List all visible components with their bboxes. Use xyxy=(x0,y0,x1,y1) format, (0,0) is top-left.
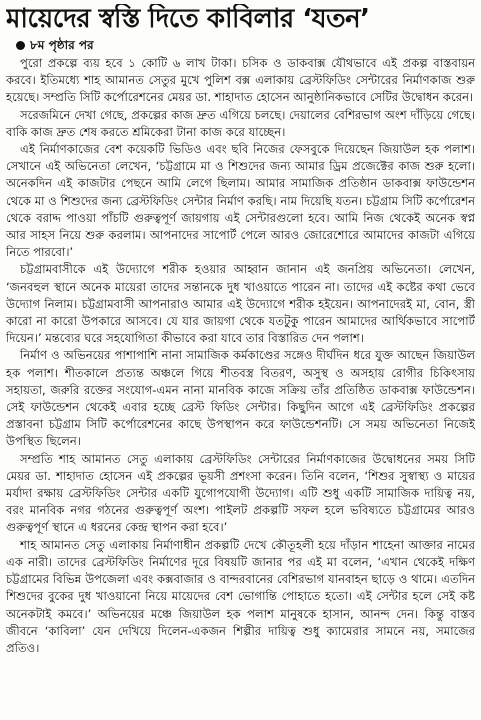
paragraph: পুরো প্রকল্পে ব্যয় হবে ১ কোটি ৬ লাখ টাকা। চসিক ও ডাকবাক্স যৌথভাবে এই প্রকল্প বাস্তবায়ন করবে। ইতিমধ্যে শাহ আমানত সেতুর মুখে পুলিশ বক্স এলাকায় ব্রেস্টফিডিং সেন্টারের নির্মাণকাজ শুরু হয়েছে। সম্প্রতি সিটি কর্পোরেশনের মেয়র ডা. শাহাদাত হোসেন আনুষ্ঠানিকভাবে সেটির উদ্বোধন করেন। xyxy=(6,56,475,105)
paragraph: সরেজমিনে দেখা গেছে, প্রকল্পের কাজ দ্রুত এগিয়ে চলছে। দেয়ালের বেশিরভাগ অংশ দাঁড়িয়ে গেছে। বাকি কাজ দ্রুত শেষ করতে শ্রমিকেরা টানা কাজ করে যাচ্ছেন। xyxy=(6,107,475,139)
headline: মায়েদের স্বস্তি দিতে কাবিলার ‘যতন’ xyxy=(6,4,370,34)
paragraph: নির্মাণ ও অভিনয়ের পাশাপাশি নানা সামাজিক কর্মকাণ্ডের সঙ্গেও দীর্ঘদিন ধরে যুক্ত আছেন জিয়াউল হক পলাশ। শীতকালে প্রত্যন্ত অঞ্চলে গিয়ে শীতবস্ত্র বিতরণ, অসুস্থ ও অসহায় রোগীর চিকিৎসায় সহায়তা, জরুরি রক্তের সংযোগ-এমন নানা মানবিক কাজে সক্রিয় তাঁর প্রতিষ্ঠিত ডাকবাক্স ফাউন্ডেশন। সেই ফাউন্ডেশন থেকেই এবার হচ্ছে ব্রেস্ট ফিডিং সেন্টার। কিছুদিন আগে এই ব্রেস্টফিডিং প্রকল্পের প্রস্তাবনা চট্টগ্রাম সিটি কর্পোরেশনের কাছে উপস্থাপন করে ফাউন্ডেশনটি। সে সময় অভিনেতা নিজেই উপস্থিত ছিলেন। xyxy=(6,348,475,449)
continued-marker xyxy=(16,38,475,53)
article-body xyxy=(6,55,475,657)
bullet-icon xyxy=(16,41,25,50)
continued-label: ৮ম পৃষ্ঠার পর xyxy=(30,38,94,52)
paragraph: এই নির্মাণকাজের বেশ কয়েকটি ভিডিও এবং ছবি নিজের ফেসবুকে দিয়েছেন জিয়াউল হক পলাশ। সেখানে এই অভিনেতা লেখেন, ‘চট্টগ্রামে মা ও শিশুদের জন্য আমার ড্রিম প্রজেক্টের কাজ শুরু হলো। অনেকদিন এই কাজটার পেছনে আমি লেগে ছিলাম। আমার সামাজিক প্রতিষ্ঠান ডাকবাক্স ফাউন্ডেশন থেকে মা ও শিশুদের জন্য ব্রেস্টফিডিং সেন্টার নির্মাণ করছি। নাম দিয়েছি যতন। চট্টগ্রাম সিটি কর্পোরেশন থেকে বরাদ্দ পাওয়া পাঁচটি গুরুত্বপূর্ণ জায়গায় এই সেন্টারগুলো হবে। আমি নিজ থেকেই অনেক স্বপ্ন আর সাহস নিয়ে শুরু করলাম। আপনাদের সাপোর্ট পেলে আরও জোরেশোরে আমাদের কাজটা এগিয়ে নিতে পারবো।’ xyxy=(6,142,475,260)
paragraph: চট্টগ্রামবাসীকে এই উদ্যোগে শরীক হওয়ার আহ্বান জানান এই জনপ্রিয় অভিনেতা। লেখেন, ‘জনবহুল স্থানে অনেক মায়েরা তাদের সন্তানকে দুধ খাওয়াতে পারেন না। তাদের এই কষ্টের কথা ভেবে উদ্যোগ নিলাম। চট্টগ্রামবাসী আপনারাও আমার এই উদ্যোগে শরীক হইয়েন। আপনাদেরই মা, বোন, স্ত্রী কারো না কারো উপকারে আসবে। যে যার জায়গা থেকে যতটুকু পারেন আমাদের আর্থিকভাবে সাপোর্ট দিয়েন।’ মন্তব্যের ঘরে সহযোগিতা কীভাবে করা যাবে তার বিস্তারিত দেন পলাশ। xyxy=(6,262,475,346)
paragraph: শাহ আমানত সেতু এলাকায় নির্মাণাধীন প্রকল্পটি দেখে কৌতূহলী হয়ে দাঁড়ান শাহেনা আক্তার নামের এক নারী। তাদের ব্রেস্টফিডিং নির্মাণের দূরে বিষয়টি জানার পর এই মা বলেন, ‘এখান থেকেই দক্ষিণ চট্টগ্রামের বিভিন্ন উপজেলা এবং কক্সবাজার ও বান্দরবানের বেশিরভাগ যানবাহন ছাড়ে ও থামে। এতদিন শিশুদের বুকের দুধ খাওয়ানো নিয়ে মায়েদের বেশ ভোগান্তি পোহাতে হতো। এই সেন্টার হলে সেই কষ্ট অনেকটাই কমবে।’ অভিনয়ের মঞ্চে জিয়াউল হক পলাশ মানুষকে হাসান, আনন্দ দেন। কিন্তু বাস্তব জীবনে ‘কাবিলা’ যেন দেখিয়ে দিলেন-একজন শিল্পীর দায়িত্ব শুধু ক্যামেরার সামনে নয়, সমাজের প্রতিও। xyxy=(6,537,475,655)
paragraph: সম্প্রতি শাহ আমানত সেতু এলাকায় ব্রেস্টফিডিং সেন্টারের নির্মাণকাজের উদ্বোধনের সময় সিটি মেয়র ডা. শাহাদাত হোসেন এই প্রকল্পের ভূয়সী প্রশংসা করেন। তিনি বলেন, ‘শিশুর সুস্বাস্থ্য ও মায়ের মর্যাদা রক্ষায় ব্রেস্টফিডিং সেন্টার একটি যুগোপযোগী উদ্যোগ। এটি শুধু একটি সামাজিক দায়িত্ব নয়, বরং মানবিক নগর গঠনের গুরুত্বপূর্ণ অংশ। পাইলট প্রকল্পটি সফল হলে ভবিষ্যতে চট্টগ্রামের আরও গুরুত্বপূর্ণ স্থানে এ ধরনের কেন্দ্র স্থাপন করা হবে।’ xyxy=(6,451,475,535)
